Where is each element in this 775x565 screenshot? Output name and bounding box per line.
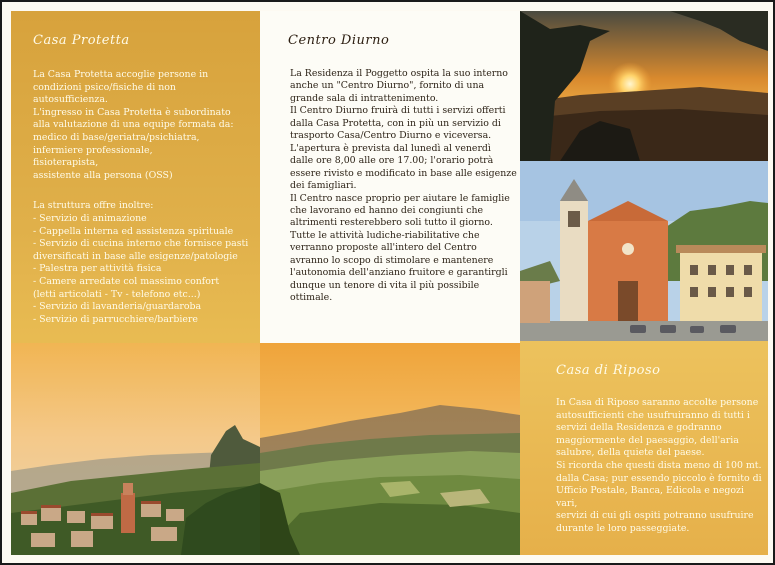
sunset-photo: [520, 11, 768, 161]
centro-diurno-title: Centro Diurno: [288, 33, 390, 48]
hills-valley-photo: [260, 343, 520, 555]
casa-di-riposo-title: Casa di Riposo: [556, 363, 661, 378]
services-list: - Servizio di animazione - Cappella interna ed assistenza spirituale - Servizio di cucina interno che fornisce pasti diversificati in base alle esigenze/patologie - Palestra per attività fisica - Camere arredate col massimo confort (letti articolati - Tv - telefono etc...) - Servizio di lavanderia/guardaroba - Servizio di parrucchiere/barbiere: [33, 213, 249, 325]
casa-protetta-intro: La Casa Protetta accoglie persone in condizioni psico/fisiche di non autosufficienza. L'ingresso in Casa Protetta è subordinato alla valutazione di una equipe formata da: medico di base/geriatra/psichiatra, infermiere professionale, fisioterapista, assistente alla persona (OSS): [33, 69, 234, 181]
panel-centro-diurno: [260, 11, 520, 555]
panel-casa-di-riposo: [520, 11, 768, 555]
panel-casa-protetta: [11, 11, 260, 555]
casa-protetta-title: Casa Protetta: [33, 33, 130, 48]
centro-diurno-body: La Residenza il Poggetto ospita la suo interno anche un "Centro Diurno", fornito di una grande sala di intrattenimento. Il Centro Diurno fruirà di tutti i servizi offerti dalla Casa Protetta, con in più un servizio di trasporto Casa/Centro Diurno e viceversa. L'apertura è prevista dal lunedì al venerdì dalle ore 8,00 alle ore 17.00; l'orario potrà essere rivisto e modificato in base alle esigenze dei famigliari. Il Centro nasce proprio per aiutare le famiglie che lavorano ed hanno dei congiunti che altrimenti resterebbero soli tutto il giorno. Tutte le attività ludiche-riabilitative che verranno proposte all'intero del Centro avranno lo scopo di stimolare e mantenere l'autonomia dell'anziano fruitore e garantirgli dunque un tenore di vita il più possibile ottimale.: [290, 68, 517, 304]
church-square-photo: [520, 161, 768, 341]
casa-di-riposo-body: In Casa di Riposo saranno accolte persone autosufficienti che usufruiranno di tutti i servizi della Residenza e godranno maggiormente del paesaggio, dell'aria salubre, della quiete del paese. Si ricorda che questi dista meno di 100 mt. dalla Casa; pur essendo piccolo è fornito di Ufficio Postale, Banca, Edicola e negozi vari, servizi di cui gli ospiti potranno usufruire durante le loro passeggiate.: [556, 397, 762, 534]
services-heading: La struttura offre inoltre:: [33, 200, 154, 211]
village-landscape-photo: [11, 343, 260, 555]
